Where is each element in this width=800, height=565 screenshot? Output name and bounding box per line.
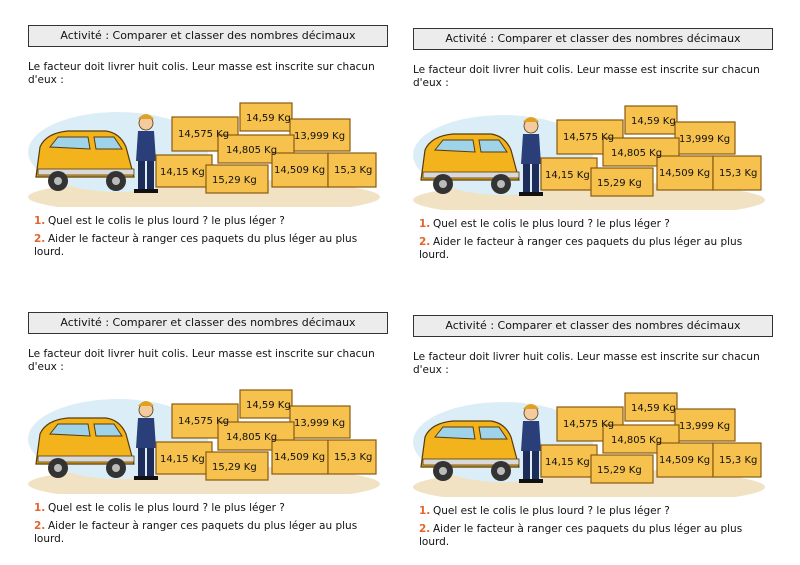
box-label-8: 15,3 Kg — [719, 168, 758, 179]
box-label-4: 14,805 Kg — [611, 148, 663, 159]
box-label-8: 15,3 Kg — [334, 165, 373, 176]
question-2 — [34, 520, 388, 546]
box-label-6: 15,29 Kg — [212, 175, 257, 186]
question-1 — [34, 215, 285, 228]
box-label-6: 15,29 Kg — [212, 462, 257, 473]
worksheet-title: Activité : Comparer et classer des nombres décimaux — [28, 25, 388, 47]
question-1 — [419, 218, 670, 231]
question-number: 2. — [419, 236, 431, 248]
box-label-7: 14,509 Kg — [659, 168, 711, 179]
box-label-3: 13,999 Kg — [679, 134, 731, 145]
box-label-1: 14,575 Kg — [178, 129, 230, 140]
box-label-8: 15,3 Kg — [334, 452, 373, 463]
box-label-5: 14,15 Kg — [160, 454, 205, 465]
worksheet-intro: Le facteur doit livrer huit colis. Leur masse est inscrite sur chacun d'eux : — [28, 61, 375, 86]
question-2 — [419, 236, 773, 262]
question-number: 2. — [34, 233, 46, 245]
question-text: Aider le facteur à ranger ces paquets du plus léger au plus lourd. — [34, 233, 358, 258]
question-1 — [34, 502, 285, 515]
box-label-8: 15,3 Kg — [719, 455, 758, 466]
question-number: 2. — [419, 523, 431, 535]
worksheet-title: Activité : Comparer et classer des nombres décimaux — [413, 28, 773, 50]
question-text: Aider le facteur à ranger ces paquets du plus léger au plus lourd. — [34, 520, 358, 545]
worksheet-card-1 — [28, 25, 388, 258]
box-label-4: 14,805 Kg — [226, 145, 278, 156]
question-number: 1. — [34, 502, 46, 514]
box-label-7: 14,509 Kg — [274, 452, 326, 463]
question-text: Quel est le colis le plus lourd ? le plus léger ? — [48, 502, 285, 514]
delivery-illustration — [413, 387, 765, 497]
box-label-4: 14,805 Kg — [611, 435, 663, 446]
box-label-2: 14,59 Kg — [631, 116, 676, 127]
box-label-2: 14,59 Kg — [631, 403, 676, 414]
worksheet-card-2 — [413, 28, 773, 261]
worksheet-card-3 — [28, 312, 388, 545]
box-label-6: 15,29 Kg — [597, 178, 642, 189]
question-number: 1. — [419, 505, 431, 517]
question-text: Quel est le colis le plus lourd ? le plus léger ? — [433, 505, 670, 517]
worksheet-title: Activité : Comparer et classer des nombres décimaux — [28, 312, 388, 334]
box-label-1: 14,575 Kg — [563, 132, 615, 143]
question-text: Aider le facteur à ranger ces paquets du plus léger au plus lourd. — [419, 523, 743, 548]
worksheet-intro: Le facteur doit livrer huit colis. Leur masse est inscrite sur chacun d'eux : — [28, 348, 375, 373]
box-label-2: 14,59 Kg — [246, 113, 291, 124]
question-number: 1. — [34, 215, 46, 227]
question-1 — [419, 505, 670, 518]
question-2 — [419, 523, 773, 549]
question-text: Aider le facteur à ranger ces paquets du plus léger au plus lourd. — [419, 236, 743, 261]
delivery-illustration — [28, 97, 380, 207]
box-label-3: 13,999 Kg — [294, 131, 346, 142]
question-text: Quel est le colis le plus lourd ? le plus léger ? — [433, 218, 670, 230]
worksheet-card-4 — [413, 315, 773, 548]
worksheet-intro: Le facteur doit livrer huit colis. Leur masse est inscrite sur chacun d'eux : — [413, 64, 760, 89]
box-label-2: 14,59 Kg — [246, 400, 291, 411]
box-label-1: 14,575 Kg — [178, 416, 230, 427]
worksheet-intro: Le facteur doit livrer huit colis. Leur masse est inscrite sur chacun d'eux : — [413, 351, 760, 376]
delivery-illustration — [28, 384, 380, 494]
question-text: Quel est le colis le plus lourd ? le plus léger ? — [48, 215, 285, 227]
box-label-4: 14,805 Kg — [226, 432, 278, 443]
box-label-3: 13,999 Kg — [679, 421, 731, 432]
box-label-7: 14,509 Kg — [659, 455, 711, 466]
box-label-1: 14,575 Kg — [563, 419, 615, 430]
delivery-illustration — [413, 100, 765, 210]
box-label-6: 15,29 Kg — [597, 465, 642, 476]
box-label-7: 14,509 Kg — [274, 165, 326, 176]
worksheet-title: Activité : Comparer et classer des nombres décimaux — [413, 315, 773, 337]
box-label-5: 14,15 Kg — [545, 457, 590, 468]
box-label-5: 14,15 Kg — [545, 170, 590, 181]
question-number: 1. — [419, 218, 431, 230]
box-label-3: 13,999 Kg — [294, 418, 346, 429]
question-number: 2. — [34, 520, 46, 532]
question-2 — [34, 233, 388, 259]
box-label-5: 14,15 Kg — [160, 167, 205, 178]
